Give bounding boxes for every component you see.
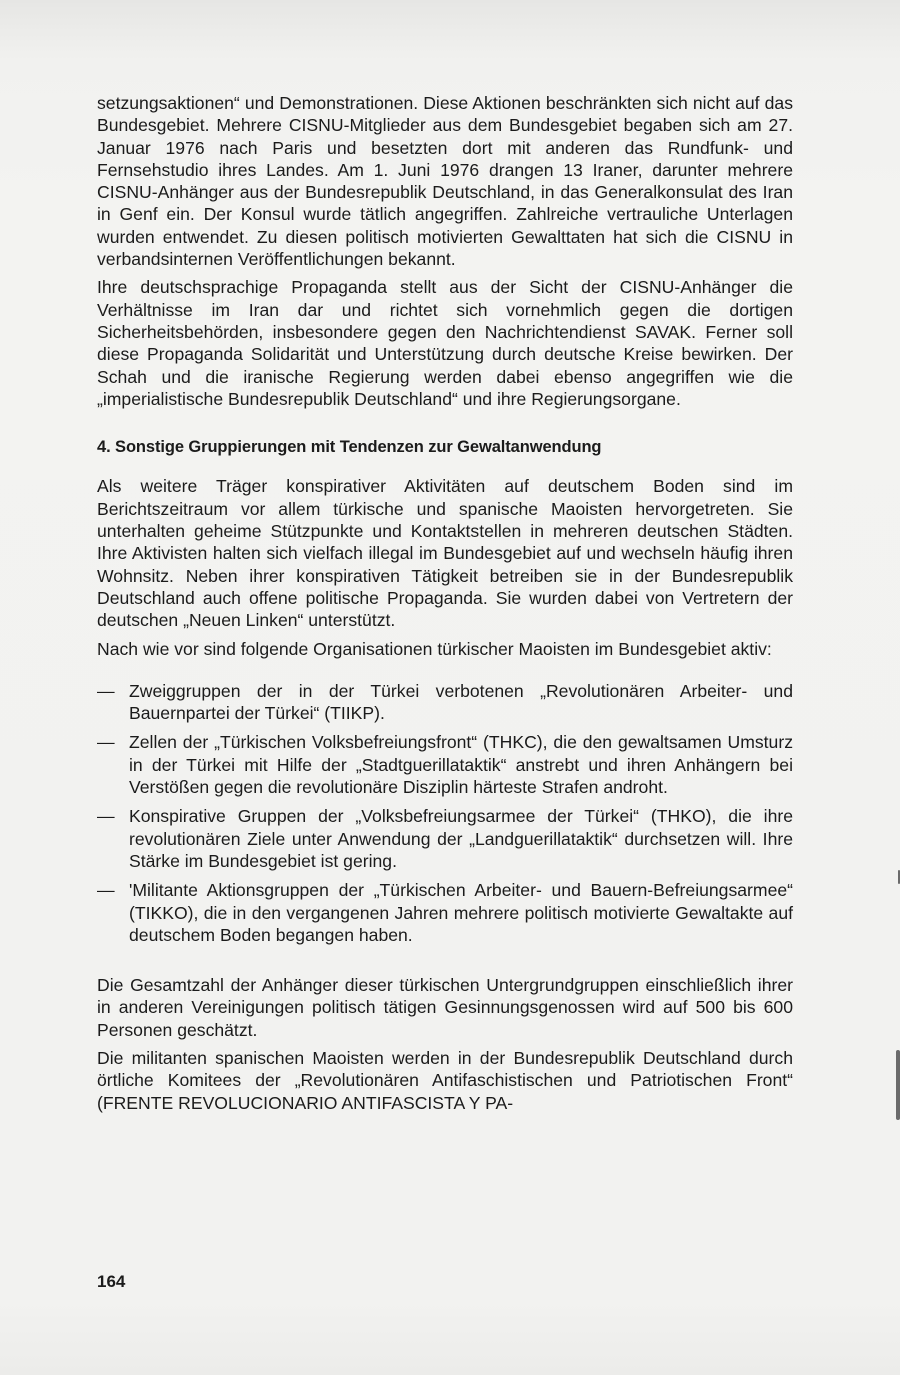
list-item bbox=[97, 731, 793, 798]
paragraph-spanish-maoists: Die militanten spanischen Maoisten werden in der Bundesrepublik Deutschland durch örtliche Komitees der „Revolutionären Antifaschistischen und Patriotischen Front“ (FRENTE REVOLUCIONARIO ANTIFASCISTA Y PA- bbox=[97, 1047, 793, 1113]
page-number: 164 bbox=[97, 1272, 126, 1291]
scan-edge-mark bbox=[896, 1050, 900, 1120]
list-item-text: Zweiggruppen der in der Türkei verbotenen „Revolutionären Arbeiter- und Bauernpartei der Türkei“ (TIIKP). bbox=[129, 680, 793, 724]
list-item-text: Zellen der „Türkischen Volksbefreiungsfront“ (THKC), die den gewaltsamen Umsturz in der Türkei mit Hilfe der „Stadtguerillataktik“ anstrebt und ihren Anhängern bei Verstößen gegen die revolutionäre Disziplin härteste Strafen androht. bbox=[129, 732, 793, 798]
body-text bbox=[97, 92, 793, 1114]
paragraph-maoists: Als weitere Träger konspirativer Aktivitäten auf deutschem Boden sind im Berichtszeitraum vor allem türkische und spanische Maoisten hervorgetreten. Sie unterhalten geheime Stützpunkte und Kontaktstellen in mehreren deutschen Städten. Ihre Aktivisten halten sich vielfach illegal im Bundesgebiet auf und wechseln häufig ihren Wohnsitz. Neben ihrer konspirativen Tätigkeit betreiben sie in der Bundesrepublik Deutschland auch offene politische Propaganda. Sie wurden dabei von Vertretern der deutschen „Neuen Linken“ unterstützt. bbox=[97, 476, 793, 631]
paragraph-member-count: Die Gesamtzahl der Anhänger dieser türkischen Untergrundgruppen einschließlich ihrer in anderen Vereinigungen politisch tätigen Gesinnungsgenossen wird auf 500 bis 600 Personen geschätzt. bbox=[97, 975, 793, 1040]
list-item bbox=[97, 879, 793, 946]
list-item bbox=[97, 805, 793, 872]
organization-list bbox=[97, 680, 793, 946]
list-item bbox=[97, 680, 793, 725]
list-dash: — bbox=[97, 732, 115, 753]
paragraph-cisnu-actions: setzungsaktionen“ und Demonstrationen. Diese Aktionen beschränkten sich nicht auf das Bundesgebiet. Mehrere CISNU-Mitglieder aus dem Bundesgebiet begaben sich am 27. Januar 1976 nach Paris und besetzten dort mit anderen das Rundfunk- und Fernsehstudio ihres Landes. Am 1. Juni 1976 drangen 13 Iraner, darunter mehrere CISNU-Anhänger aus der Bundesrepublik Deutschland, in das Generalkonsulat des Iran in Genf ein. Der Konsul wurde tätlich angegriffen. Zahlreiche vertrauliche Unterlagen wurden entwendet. Zu diesen politisch motivierten Gewalttaten hat sich die CISNU in verbandsinternen Veröffentlichungen bekannt. bbox=[97, 93, 793, 270]
list-item-text: Konspirative Gruppen der „Volksbefreiungsarmee der Türkei“ (THKO), die ihre revolutionären Ziele unter Anwendung der „Landguerillataktik“ durchsetzen will. Ihre Stärke im Bundesgebiet ist gering. bbox=[129, 806, 793, 871]
list-dash: — bbox=[97, 806, 115, 827]
list-item-text: 'Militante Aktionsgruppen der „Türkischen Arbeiter- und Bauern-Befreiungsarmee“ (TIKKO), die in den vergangenen Jahren mehrere politisch motivierte Gewaltakte auf deutschem Boden begangen haben. bbox=[129, 880, 793, 945]
paragraph-list-intro: Nach wie vor sind folgende Organisationen türkischer Maoisten im Bundesgebiet aktiv: bbox=[97, 638, 772, 659]
list-dash: — bbox=[97, 680, 115, 701]
paragraph-cisnu-propaganda: Ihre deutschsprachige Propaganda stellt aus der Sicht der CISNU-Anhänger die Verhältnisse im Iran dar und richtet sich vornehmlich gegen die dortigen Sicherheitsbehörden, insbesondere gegen den Nachrichtendienst SAVAK. Ferner soll diese Propaganda Solidarität und Unterstützung durch deutsche Kreise bewirken. Der Schah und die iranische Regierung werden dabei ebenso angegriffen wie die „imperialistische Bundesrepublik Deutschland“ und ihre Regierungsorgane. bbox=[97, 277, 793, 409]
list-dash: — bbox=[97, 880, 115, 901]
section-heading: 4. Sonstige Gruppierungen mit Tendenzen zur Gewaltanwendung bbox=[97, 438, 602, 457]
